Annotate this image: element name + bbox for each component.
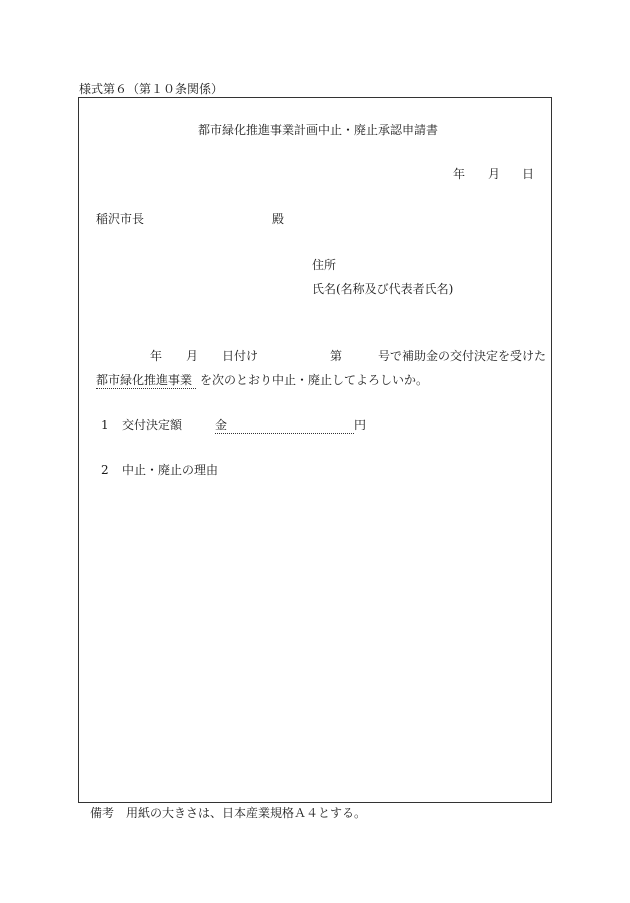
applicant-address-label: 住所 (312, 258, 337, 272)
note-label: 備考 (90, 806, 115, 820)
item-1-label: 交付決定額 (122, 418, 183, 432)
body-day-dated: 日付け (222, 349, 259, 363)
amount-prefix: 金 (215, 418, 228, 432)
project-name: 都市緑化推進事業 (96, 374, 196, 389)
form-label: 様式第６（第１０条関係） (79, 82, 224, 96)
addressee-name: 稲沢市長 (96, 212, 145, 226)
body-line1-suffix: 号で補助金の交付決定を受けた (378, 349, 547, 363)
body-month: 月 (186, 349, 199, 363)
body-line2 (96, 374, 428, 389)
item-2-number: 2 (101, 463, 109, 477)
amount-suffix: 円 (354, 418, 367, 432)
date-day: 日 (522, 167, 535, 181)
form-frame (78, 97, 552, 803)
date-month: 月 (488, 167, 501, 181)
note-text: 用紙の大きさは、日本産業規格Ａ４とする。 (126, 806, 367, 820)
form-title: 都市緑化推進事業計画中止・廃止承認申請書 (198, 123, 439, 137)
item-1-number: 1 (101, 418, 109, 432)
addressee-honorific: 殿 (272, 212, 285, 226)
date-year: 年 (453, 167, 466, 181)
body-number-prefix: 第 (330, 349, 343, 363)
item-2-label: 中止・廃止の理由 (122, 463, 219, 477)
body-line2-suffix: を次のとおり中止・廃止してよろしいか。 (200, 373, 429, 387)
body-year: 年 (150, 349, 163, 363)
amount-field (215, 419, 366, 434)
applicant-name-label: 氏名(名称及び代表者氏名) (312, 282, 454, 296)
amount-field-line (215, 419, 354, 434)
